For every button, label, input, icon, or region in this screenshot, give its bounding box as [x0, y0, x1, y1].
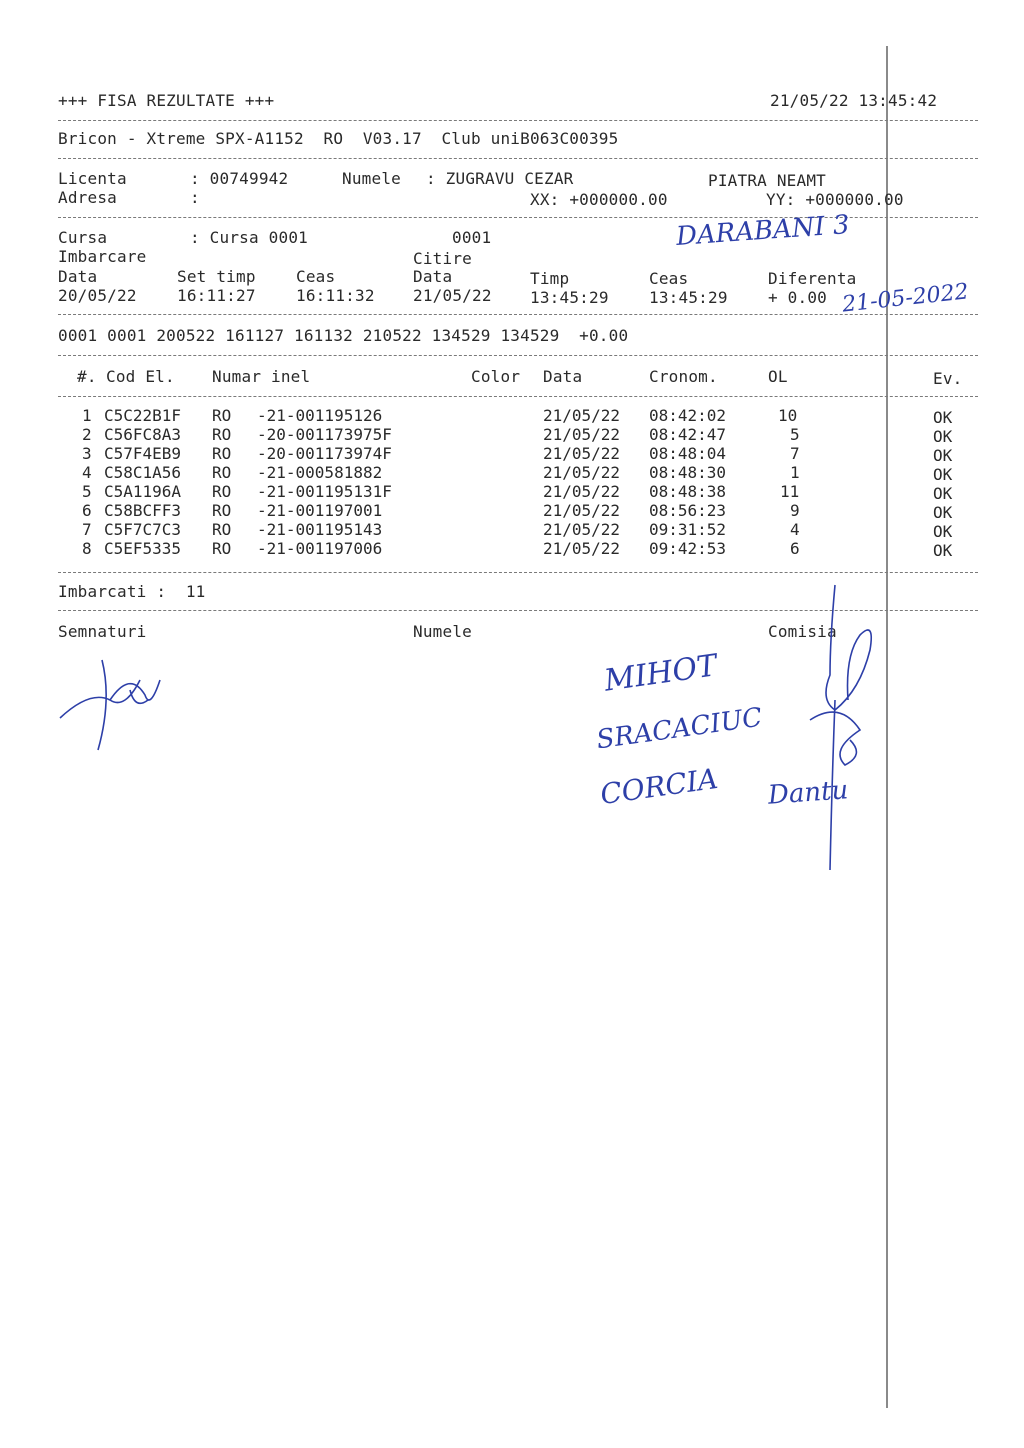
signature-left	[50, 640, 170, 760]
cell-inel: -21-001197001	[257, 501, 383, 520]
cell-inel: -21-001195126	[257, 406, 383, 425]
cell-inel: -21-001195143	[257, 520, 383, 539]
cell-inel: -20-001173974F	[257, 444, 392, 463]
value-timp: 13:45:29	[530, 288, 609, 307]
imbarcare-label: Imbarcare	[58, 247, 147, 266]
cell-tara: RO	[212, 501, 232, 520]
table-row	[0, 463, 1024, 482]
th-ev: Ev.	[933, 369, 963, 388]
cell-data: 21/05/22	[543, 425, 621, 444]
cell-ev: OK	[933, 408, 953, 427]
handwritten-date: 21-05-2022	[841, 279, 970, 318]
cell-cod: C56FC8A3	[104, 425, 182, 444]
handwritten-signature-text: Dantu	[767, 775, 850, 811]
cell-data: 21/05/22	[543, 520, 621, 539]
value-data: 20/05/22	[58, 286, 137, 305]
cell-ev: OK	[933, 427, 953, 446]
cell-tara: RO	[212, 444, 232, 463]
cell-cronom: 08:48:04	[649, 444, 727, 463]
code-line: 0001 0001 200522 161127 161132 210522 134529 134529 +0.00	[58, 326, 629, 345]
numele-footer-label: Numele	[413, 622, 472, 641]
col-data-citire: Data	[413, 267, 453, 286]
cell-cod: C5C22B1F	[104, 406, 182, 425]
cell-tara: RO	[212, 406, 232, 425]
cell-ev: OK	[933, 484, 953, 503]
citire-label: Citire	[413, 249, 472, 268]
cell-cronom: 08:48:30	[649, 463, 727, 482]
print-datetime: 21/05/22 13:45:42	[770, 91, 938, 110]
xx-coordinate: XX: +000000.00	[530, 190, 668, 209]
divider	[58, 314, 978, 315]
cell-cronom: 08:48:38	[649, 482, 727, 501]
table-row	[0, 406, 1024, 425]
numele-value: : ZUGRAVU CEZAR	[426, 169, 574, 188]
table-row	[0, 444, 1024, 463]
divider	[58, 396, 978, 397]
cursa-value: : Cursa 0001	[190, 228, 308, 247]
table-row	[0, 482, 1024, 501]
value-diferenta: + 0.00	[768, 288, 827, 307]
th-cronom: Cronom.	[649, 367, 718, 386]
cursa-label: Cursa	[58, 228, 108, 247]
cell-cronom: 08:56:23	[649, 501, 727, 520]
cell-num: 2	[82, 425, 92, 444]
cell-tara: RO	[212, 539, 232, 558]
cell-ol: 1	[790, 463, 800, 482]
cell-cod: C57F4EB9	[104, 444, 182, 463]
cell-ol: 5	[790, 425, 800, 444]
value-ceas: 16:11:32	[296, 286, 375, 305]
value-data-citire: 21/05/22	[413, 286, 492, 305]
cell-tara: RO	[212, 520, 232, 539]
col-timp: Timp	[530, 269, 570, 288]
cell-num: 6	[82, 501, 92, 520]
cell-cod: C5EF5335	[104, 539, 182, 558]
cell-data: 21/05/22	[543, 501, 621, 520]
divider	[58, 158, 978, 159]
semnaturi-label: Semnaturi	[58, 622, 147, 641]
adresa-value: :	[190, 188, 200, 207]
value-ceas-citire: 13:45:29	[649, 288, 728, 307]
city: PIATRA NEAMT	[708, 171, 826, 190]
cell-inel: -20-001173975F	[257, 425, 392, 444]
cell-cod: C5A1196A	[104, 482, 182, 501]
cell-num: 4	[82, 463, 92, 482]
cell-num: 5	[82, 482, 92, 501]
cell-inel: -21-001197006	[257, 539, 383, 558]
comisia-label: Comisia	[768, 622, 837, 641]
table-row	[0, 425, 1024, 444]
th-cod: Cod El.	[106, 367, 175, 386]
divider	[58, 120, 978, 121]
cell-data: 21/05/22	[543, 444, 621, 463]
yy-coordinate: YY: +000000.00	[766, 190, 904, 209]
th-data: Data	[543, 367, 583, 386]
cell-ev: OK	[933, 465, 953, 484]
cell-cronom: 08:42:47	[649, 425, 727, 444]
cell-num: 7	[82, 520, 92, 539]
cell-ol: 9	[790, 501, 800, 520]
col-set-timp: Set timp	[177, 267, 256, 286]
cell-ol: 11	[780, 482, 800, 501]
col-diferenta: Diferenta	[768, 269, 857, 288]
th-inel: Numar inel	[212, 367, 311, 386]
cell-ev: OK	[933, 522, 953, 541]
handwritten-name: MIHOT	[602, 648, 720, 699]
cell-data: 21/05/22	[543, 463, 621, 482]
cell-inel: -21-000581882	[257, 463, 383, 482]
th-ol: OL	[768, 367, 788, 386]
handwritten-name: SRACACIUC	[594, 702, 765, 756]
cell-data: 21/05/22	[543, 406, 621, 425]
cell-tara: RO	[212, 425, 232, 444]
cell-cronom: 08:42:02	[649, 406, 727, 425]
cell-num: 8	[82, 539, 92, 558]
numele-label: Numele	[342, 169, 401, 188]
device-line: Bricon - Xtreme SPX-A1152 RO V03.17 Club uniB063C00395	[58, 129, 619, 148]
cell-ev: OK	[933, 541, 953, 560]
cell-ol: 6	[790, 539, 800, 558]
signature-commission	[790, 580, 890, 880]
adresa-label: Adresa	[58, 188, 117, 207]
cell-num: 3	[82, 444, 92, 463]
table-row	[0, 520, 1024, 539]
cell-data: 21/05/22	[543, 539, 621, 558]
licenta-value: : 00749942	[190, 169, 289, 188]
col-ceas-citire: Ceas	[649, 269, 689, 288]
cell-ol: 4	[790, 520, 800, 539]
cell-data: 21/05/22	[543, 482, 621, 501]
col-ceas: Ceas	[296, 267, 336, 286]
cursa-code: 0001	[452, 228, 492, 247]
table-row	[0, 539, 1024, 558]
col-data: Data	[58, 267, 98, 286]
cell-ev: OK	[933, 503, 953, 522]
cell-cronom: 09:42:53	[649, 539, 727, 558]
cell-tara: RO	[212, 463, 232, 482]
cell-ol: 7	[790, 444, 800, 463]
handwritten-name: CORCIA	[598, 761, 720, 812]
licenta-label: Licenta	[58, 169, 127, 188]
divider	[58, 572, 978, 573]
cell-cronom: 09:31:52	[649, 520, 727, 539]
imbarcati-total: Imbarcati : 11	[58, 582, 206, 601]
cell-inel: -21-001195131F	[257, 482, 392, 501]
cell-cod: C5F7C7C3	[104, 520, 182, 539]
cell-tara: RO	[212, 482, 232, 501]
value-set-timp: 16:11:27	[177, 286, 256, 305]
handwritten-location: DARABANI 3	[675, 209, 851, 253]
cell-ol: 10	[778, 406, 798, 425]
document-title: +++ FISA REZULTATE +++	[58, 91, 275, 110]
cell-num: 1	[82, 406, 92, 425]
th-num: #.	[77, 367, 97, 386]
th-color: Color	[471, 367, 521, 386]
table-row	[0, 501, 1024, 520]
divider	[58, 355, 978, 356]
cell-cod: C58C1A56	[104, 463, 182, 482]
cell-cod: C58BCFF3	[104, 501, 182, 520]
cell-ev: OK	[933, 446, 953, 465]
